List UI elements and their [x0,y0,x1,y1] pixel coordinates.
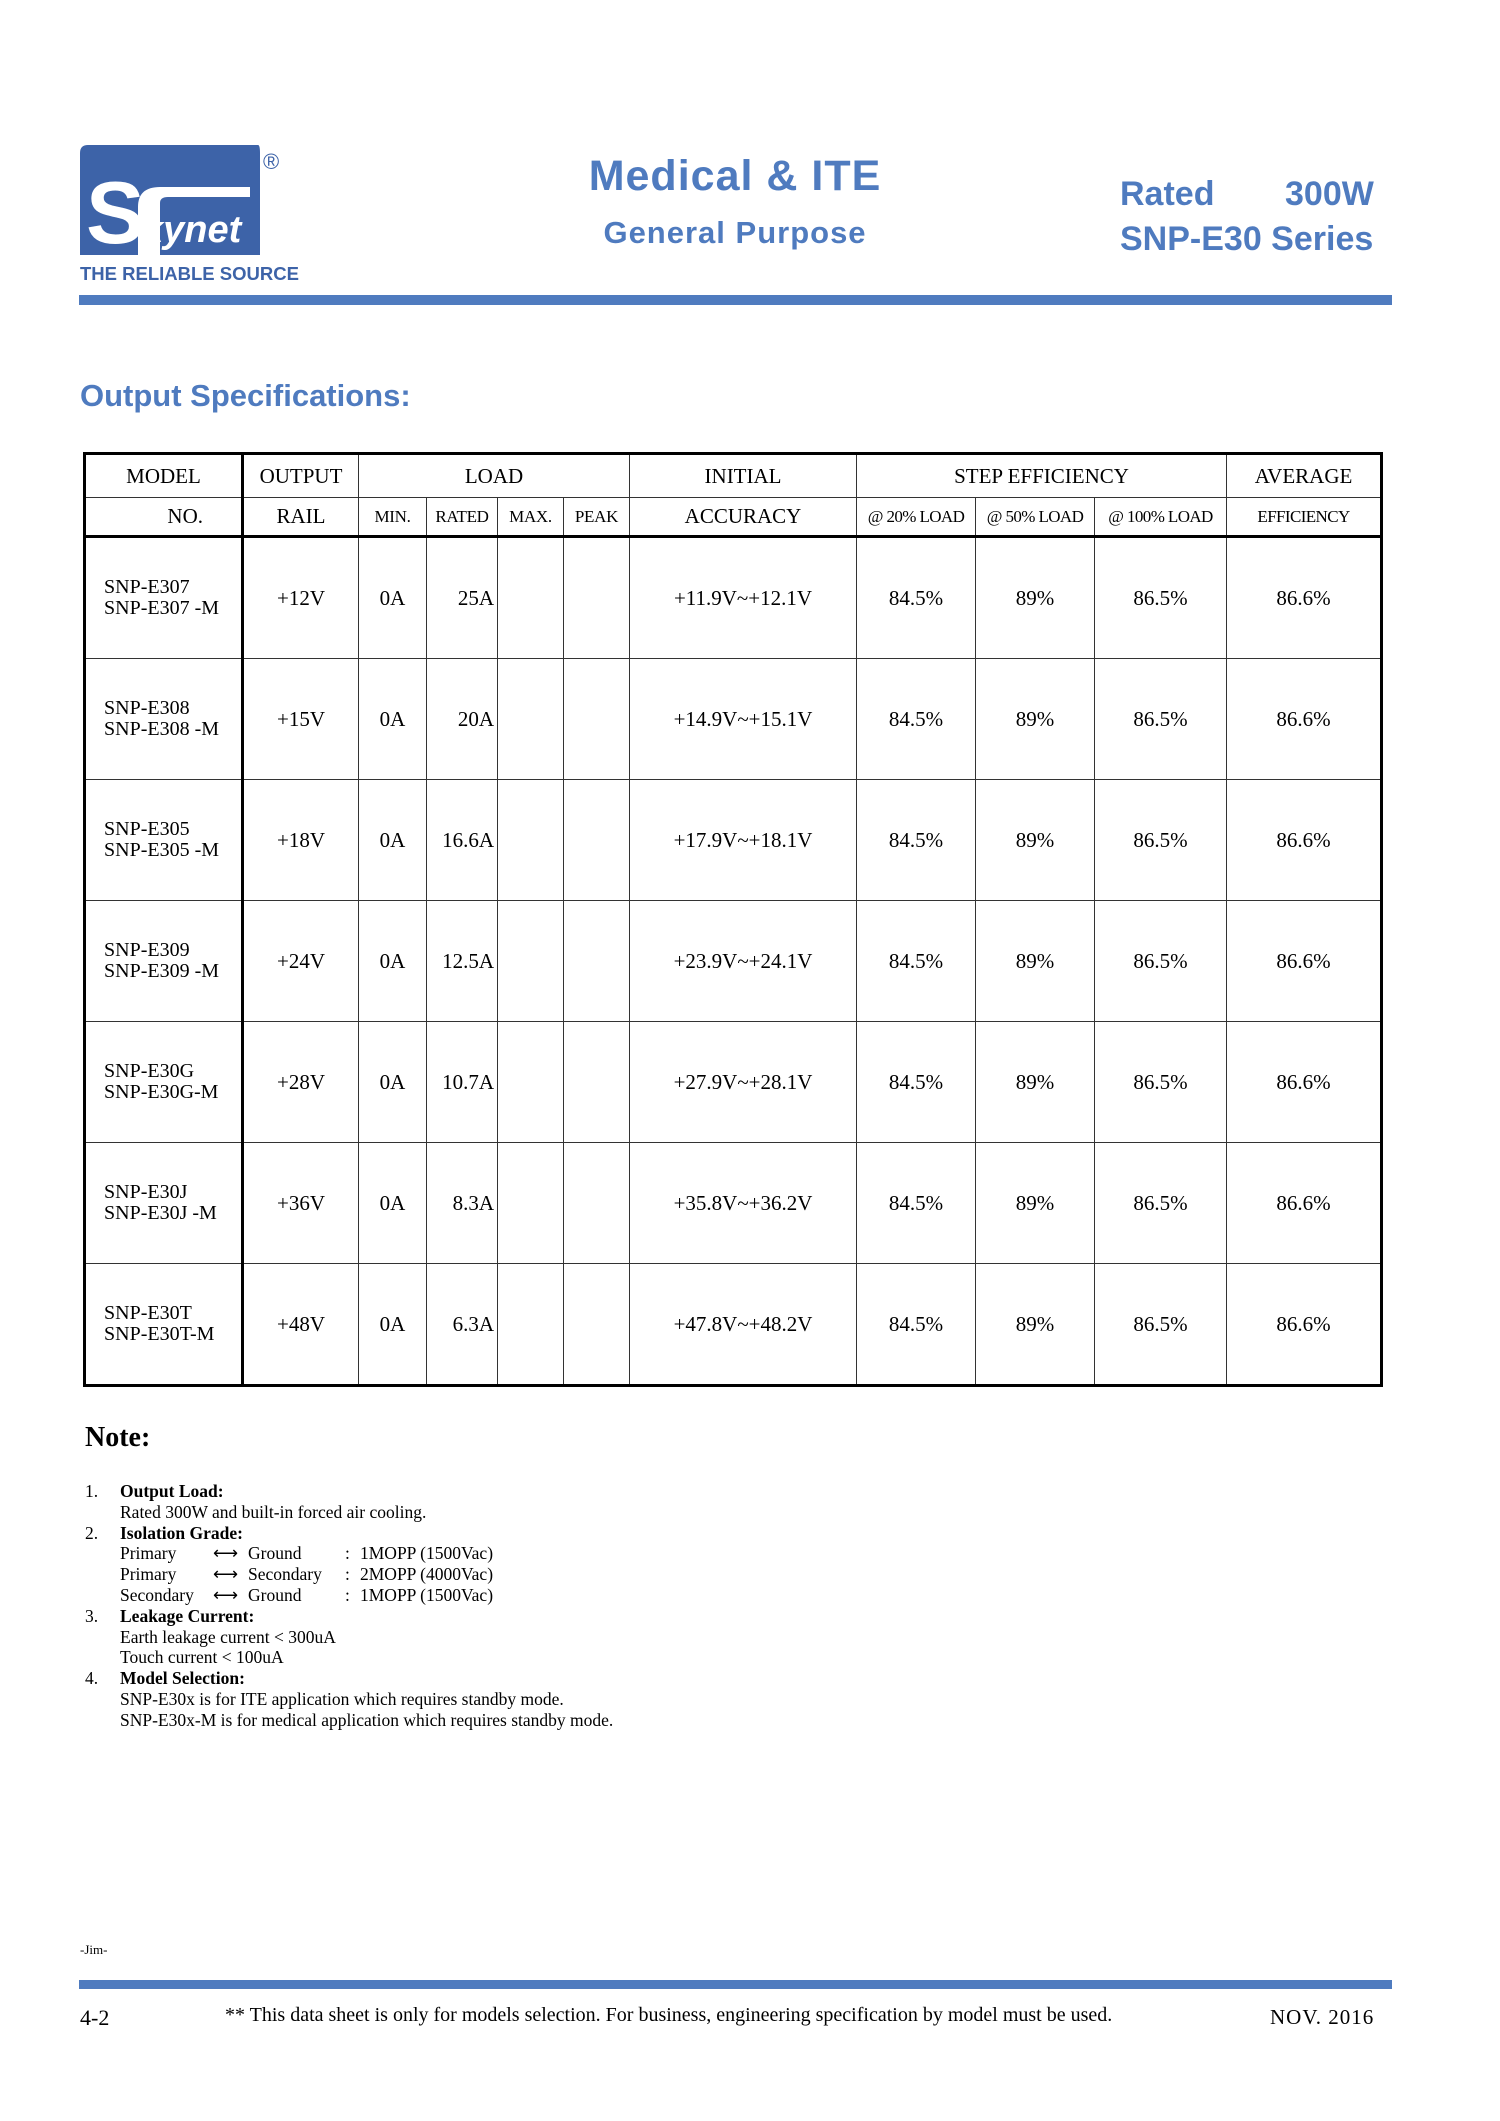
model-number: SNP-E309 -M [104,960,220,982]
isolation-value: 1MOPP (1500Vac) [360,1543,494,1564]
isolation-separator: : [345,1543,350,1564]
author-mark: -Jim- [80,1942,108,1957]
model-number: SNP-E307 -M [104,597,220,619]
note-number: 2. [85,1522,99,1543]
cell-load-rated: 10.7A [427,1022,498,1143]
cell-model-no [85,537,243,659]
registered-mark: ® [263,149,280,174]
footer-date: NOV. 2016 [1270,2005,1375,2029]
cell-eff-50: 89% [976,901,1095,1022]
header-eff-20: @ 20% LOAD [857,498,976,537]
cell-eff-50: 89% [976,1143,1095,1264]
header-divider [79,295,1392,305]
table-header-row-2 [85,498,1382,537]
cell-initial-accuracy: +23.9V~+24.1V [630,901,857,1022]
cell-initial-accuracy: +27.9V~+28.1V [630,1022,857,1143]
cell-load-peak [564,901,630,1022]
model-number: SNP-E30J -M [104,1202,217,1224]
cell-output-rail: +36V [243,1143,359,1264]
isolation-side-a: Secondary [120,1584,194,1605]
cell-load-min: 0A [359,1264,427,1386]
logo-brand: kynet [142,209,242,251]
cell-eff-20: 84.5% [857,901,976,1022]
header-average-2: EFFICIENCY [1227,498,1382,537]
note-line: SNP-E30x-M is for medical application which requires standby mode. [120,1709,614,1730]
table-row [85,1022,1382,1143]
note-item-model-selection [85,1668,613,1730]
header-model-no: NO. [85,498,243,537]
note-heading: Output Load: [120,1481,224,1501]
footer-disclaimer: ** This data sheet is only for models selection. For business, engineering specification by model must be used. [225,2004,1113,2026]
isolation-row [120,1585,613,1606]
model-number: SNP-E30T-M [104,1323,215,1345]
isolation-side-b: Secondary [248,1564,322,1585]
cell-load-min: 0A [359,1143,427,1264]
note-number: 4. [85,1668,99,1689]
isolation-separator: : [345,1584,350,1605]
model-number: SNP-E309 [104,939,190,961]
model-number: SNP-E308 [104,697,190,719]
cell-initial-accuracy: +14.9V~+15.1V [630,659,857,780]
header-accuracy-2: ACCURACY [630,498,857,537]
isolation-row [120,1543,613,1564]
cell-eff-100: 86.5% [1095,1022,1227,1143]
cell-initial-accuracy: +17.9V~+18.1V [630,780,857,901]
cell-load-max [498,537,564,659]
logo-initial: S [86,163,145,262]
note-number: 3. [85,1605,99,1626]
model-number: SNP-E308 -M [104,718,220,740]
header-accuracy: INITIAL [630,454,857,498]
cell-model-no [85,901,243,1022]
cell-eff-50: 89% [976,1022,1095,1143]
header-load-max: MAX. [498,498,564,537]
double-arrow-icon: ⟷ [213,1543,239,1564]
rated-label: Rated [1120,175,1215,213]
note-line: Earth leakage current < 300uA [120,1626,336,1647]
isolation-side-a: Primary [120,1543,177,1564]
cell-eff-100: 86.5% [1095,537,1227,659]
header-output: OUTPUT [243,454,359,498]
cell-eff-100: 86.5% [1095,1264,1227,1386]
model-number: SNP-E30G [104,1060,195,1082]
table-row [85,537,1382,659]
cell-eff-100: 86.5% [1095,659,1227,780]
note-item-leakage-current [85,1606,613,1668]
page-subtitle: General Purpose [603,215,867,250]
cell-load-max [498,659,564,780]
cell-load-max [498,1022,564,1143]
cell-load-rated: 12.5A [427,901,498,1022]
model-number: SNP-E307 [104,576,190,598]
cell-load-max [498,901,564,1022]
cell-average-efficiency: 86.6% [1227,901,1382,1022]
table-row [85,1264,1382,1386]
cell-eff-50: 89% [976,780,1095,901]
note-line: Rated 300W and built-in forced air cooling. [120,1501,427,1522]
cell-load-min: 0A [359,780,427,901]
table-row [85,659,1382,780]
header-load-peak: PEAK [564,498,630,537]
cell-load-peak [564,1143,630,1264]
double-arrow-icon: ⟷ [213,1564,239,1585]
cell-average-efficiency: 86.6% [1227,1022,1382,1143]
cell-load-max [498,1264,564,1386]
cell-load-min: 0A [359,1022,427,1143]
table-row [85,1143,1382,1264]
header-model: MODEL [85,454,243,498]
cell-output-rail: +48V [243,1264,359,1386]
cell-eff-100: 86.5% [1095,1143,1227,1264]
skynet-logo-graphic [80,145,325,285]
header-load-rated: RATED [427,498,498,537]
cell-load-min: 0A [359,537,427,659]
isolation-row [120,1564,613,1585]
note-line: SNP-E30x is for ITE application which requires standby mode. [120,1688,564,1709]
cell-load-peak [564,1264,630,1386]
cell-eff-20: 84.5% [857,1022,976,1143]
cell-model-no [85,659,243,780]
section-title: Output Specifications: [80,378,411,413]
isolation-side-b: Ground [248,1543,302,1564]
cell-eff-20: 84.5% [857,1143,976,1264]
cell-initial-accuracy: +35.8V~+36.2V [630,1143,857,1264]
skynet-logo [80,145,325,285]
cell-model-no [85,1022,243,1143]
header-load: LOAD [359,454,630,498]
table-row [85,780,1382,901]
table-header-row-1 [85,454,1382,498]
cell-load-min: 0A [359,901,427,1022]
rated-line [1120,175,1400,214]
cell-load-rated: 16.6A [427,780,498,901]
cell-load-rated: 8.3A [427,1143,498,1264]
note-heading: Isolation Grade: [120,1522,243,1543]
cell-average-efficiency: 86.6% [1227,537,1382,659]
note-item-output-load [85,1481,613,1523]
table-row [85,901,1382,1022]
cell-average-efficiency: 86.6% [1227,1264,1382,1386]
model-number: SNP-E30T [104,1302,192,1324]
isolation-side-a: Primary [120,1564,177,1585]
cell-load-rated: 6.3A [427,1264,498,1386]
cell-average-efficiency: 86.6% [1227,659,1382,780]
cell-model-no [85,1143,243,1264]
page-number: 4-2 [80,2005,110,2030]
cell-eff-50: 89% [976,537,1095,659]
cell-output-rail: +28V [243,1022,359,1143]
cell-output-rail: +24V [243,901,359,1022]
series-name: SNP-E30 Series [1120,220,1374,258]
footer-divider [79,1980,1392,1989]
cell-load-max [498,780,564,901]
cell-eff-20: 84.5% [857,780,976,901]
cell-load-peak [564,1022,630,1143]
model-number: SNP-E305 -M [104,839,220,861]
cell-eff-50: 89% [976,1264,1095,1386]
header-step-efficiency: STEP EFFICIENCY [857,454,1227,498]
header-eff-100: @ 100% LOAD [1095,498,1227,537]
cell-average-efficiency: 86.6% [1227,1143,1382,1264]
header-rail: RAIL [243,498,359,537]
model-number: SNP-E305 [104,818,190,840]
cell-eff-100: 86.5% [1095,901,1227,1022]
page-title: Medical & ITE [588,152,882,200]
note-heading: Model Selection: [120,1668,245,1689]
cell-load-rated: 20A [427,659,498,780]
note-title: Note: [85,1422,151,1453]
cell-output-rail: +15V [243,659,359,780]
cell-output-rail: +18V [243,780,359,901]
note-item-isolation-grade [85,1523,613,1606]
cell-load-peak [564,780,630,901]
model-number: SNP-E30J [104,1181,188,1203]
cell-model-no [85,780,243,901]
cell-eff-20: 84.5% [857,659,976,780]
notes-list [85,1481,613,1731]
cell-load-max [498,1143,564,1264]
cell-load-peak [564,537,630,659]
cell-initial-accuracy: +11.9V~+12.1V [630,537,857,659]
cell-load-min: 0A [359,659,427,780]
header-average: AVERAGE [1227,454,1382,498]
note-heading: Leakage Current: [120,1605,255,1626]
note-line: Touch current < 100uA [120,1647,284,1668]
cell-initial-accuracy: +47.8V~+48.2V [630,1264,857,1386]
cell-output-rail: +12V [243,537,359,659]
cell-eff-20: 84.5% [857,537,976,659]
cell-eff-50: 89% [976,659,1095,780]
header-eff-50: @ 50% LOAD [976,498,1095,537]
note-number: 1. [85,1481,99,1501]
header-load-min: MIN. [359,498,427,537]
table-body [85,537,1382,1386]
cell-model-no [85,1264,243,1386]
model-number: SNP-E30G-M [104,1081,219,1103]
isolation-side-b: Ground [248,1584,302,1605]
isolation-separator: : [345,1564,350,1585]
rated-power: 300W [1285,175,1374,213]
cell-eff-100: 86.5% [1095,780,1227,901]
output-spec-table [83,452,1383,1387]
cell-eff-20: 84.5% [857,1264,976,1386]
double-arrow-icon: ⟷ [213,1584,239,1605]
cell-load-rated: 25A [427,537,498,659]
isolation-value: 2MOPP (4000Vac) [360,1564,494,1585]
isolation-value: 1MOPP (1500Vac) [360,1584,494,1605]
cell-load-peak [564,659,630,780]
logo-tagline: THE RELIABLE SOURCE [80,263,299,284]
cell-average-efficiency: 86.6% [1227,780,1382,901]
